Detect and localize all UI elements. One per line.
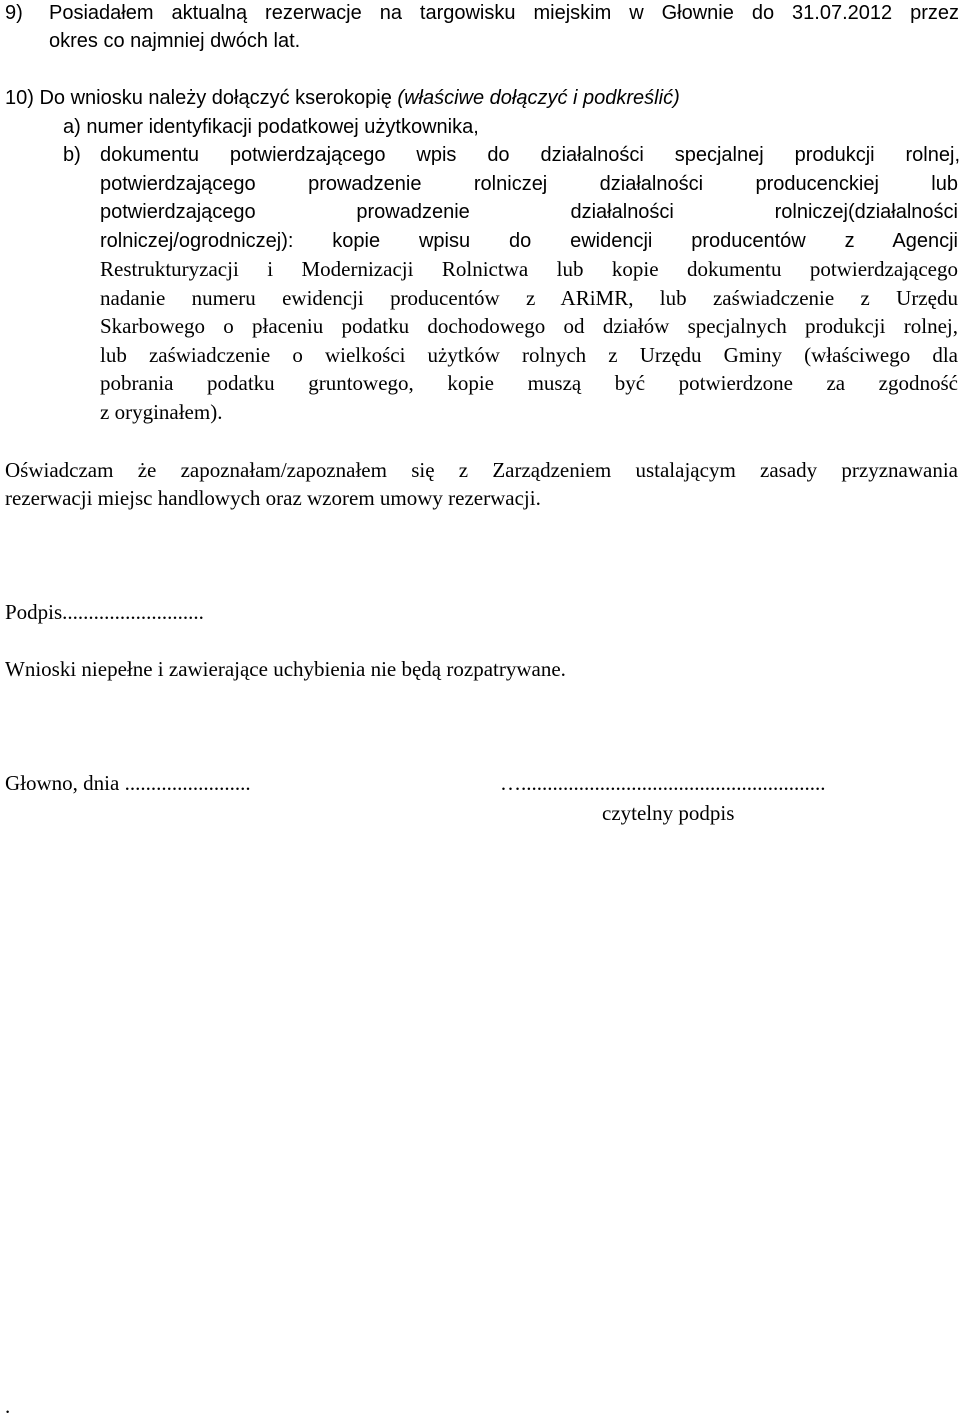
item-10-subitem-b-line-9: pobrania podatku gruntowego, kopie muszą być potwierdzone za zgodność — [100, 371, 958, 395]
item-9-line-2: okres co najmniej dwóch lat. — [49, 30, 301, 52]
signature-dots: ….......................................................... — [500, 771, 826, 795]
item-10-subitem-b-line-3: potwierdzającego prowadzenie działalności rolniczej(działalności — [100, 201, 958, 223]
declaration-line-1: Oświadczam że zapoznałam/zapoznałem się z Zarządzeniem ustalającym zasady przyznawania — [5, 458, 958, 482]
item-10-subitem-b-line-5: Restrukturyzacji i Modernizacji Rolnictwa lub kopie dokumentu potwierdzającego — [100, 257, 958, 281]
incomplete-applications-notice: Wnioski niepełne i zawierające uchybienia nie będą rozpatrywane. — [5, 657, 566, 681]
item-9-text — [49, 0, 959, 55]
item-10-subitem-b-line-7: Skarbowego o płaceniu podatku dochodowego od działów specjalnych produkcji rolnej, — [100, 314, 958, 338]
item-10-subitem-b-line-8: lub zaświadczenie o wielkości użytków rolnych z Urzędu Gminy (właściwego dla — [100, 343, 958, 367]
item-10-subitem-b-label: b) — [63, 144, 81, 166]
item-10-subitem-b-line-10: z oryginałem). — [100, 400, 223, 424]
place-date-field: Głowno, dnia ........................ — [5, 771, 251, 795]
item-10-subitem-b-line-6: nadanie numeru ewidencji producentów z ARiMR, lub zaświadczenie z Urzędu — [100, 286, 958, 310]
item-10-subitem-a: a) numer identyfikacji podatkowej użytkownika, — [63, 116, 479, 138]
signature-caption: czytelny podpis — [602, 801, 735, 825]
item-10-heading — [5, 84, 680, 112]
item-10-subitem-b-line-1: dokumentu potwierdzającego wpis do działalności specjalnej produkcji rolnej, — [100, 144, 960, 166]
footer-mark: . — [5, 1394, 11, 1418]
item-9-line-1: Posiadałem aktualną rezerwacje na targowisku miejskim w Głownie do 31.07.2012 przez — [49, 2, 959, 24]
declaration-line-2: rezerwacji miejsc handlowych oraz wzorem umowy rezerwacji. — [5, 486, 541, 510]
item-10-heading-text: 10) Do wniosku należy dołączyć kserokopię — [5, 87, 392, 109]
item-10-subitem-b-line-4: rolniczej/ogrodniczej): kopie wpisu do ewidencji producentów z Agencji — [100, 230, 958, 252]
item-9-number: 9) — [5, 2, 23, 24]
item-10-heading-note: (właściwe dołączyć i podkreślić) — [397, 87, 680, 109]
item-10-subitem-b-line-2: potwierdzającego prowadzenie rolniczej działalności producenckiej lub — [100, 173, 958, 195]
signature-field: Podpis........................... — [5, 600, 204, 624]
